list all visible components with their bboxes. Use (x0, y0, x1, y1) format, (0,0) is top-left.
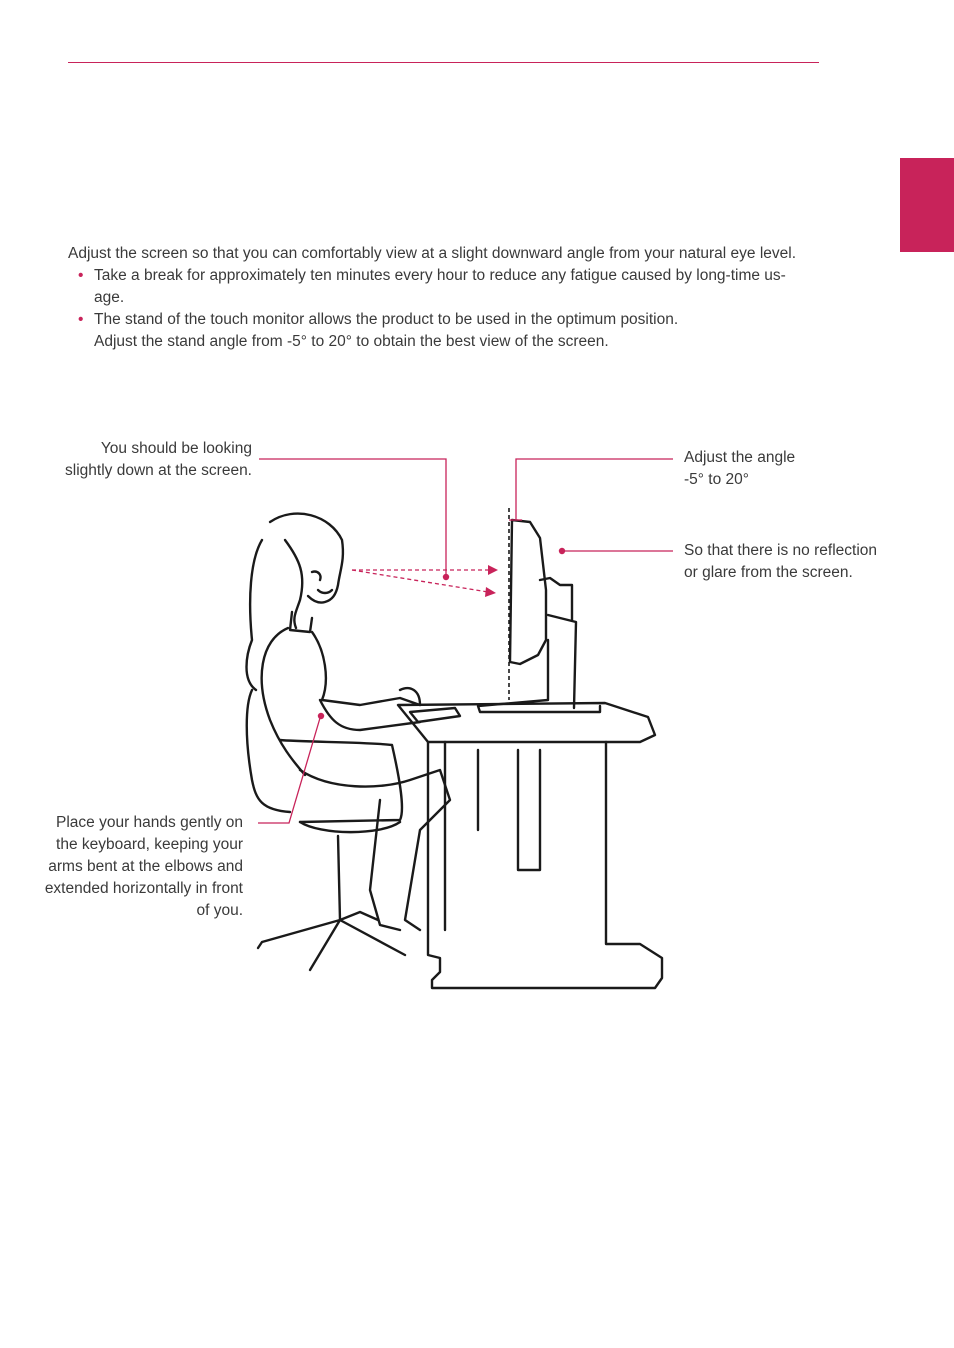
callout-line: extended horizontally in front (44, 880, 243, 897)
callout-dot-icon (559, 548, 565, 554)
chair-seat (300, 822, 400, 832)
callout-dot-icon (318, 713, 324, 719)
looking-leader (259, 459, 446, 575)
eye (312, 572, 321, 580)
callout-looking (65, 438, 252, 482)
callout-dot-icon (443, 574, 449, 580)
callout-line: slightly down at the screen. (65, 462, 252, 479)
callout-line: of you. (196, 902, 243, 919)
torso-back (262, 628, 305, 775)
callout-line: or glare from the screen. (684, 564, 853, 581)
callout-line: Adjust the angle (684, 449, 796, 466)
bullet-icon: • (78, 311, 84, 328)
hair-back (247, 540, 263, 690)
sight-line-down (352, 570, 488, 592)
desk-panel-line (518, 750, 540, 870)
callout-line: -5° to 20° (684, 471, 749, 488)
chair-leg (340, 920, 405, 955)
hair-front (285, 540, 302, 628)
chair-arm (280, 740, 402, 822)
intro-paragraph: Adjust the screen so that you can comfortably view at a slight downward angle from your natural eye level. (68, 245, 797, 262)
bullet-icon: • (78, 267, 84, 284)
bullet-line: Adjust the stand angle from -5° to 20° to obtain the best view of the screen. (94, 333, 609, 350)
arrow-icon (485, 587, 496, 597)
callout-line: You should be looking (100, 440, 252, 457)
callout-reflection (684, 540, 877, 584)
callout-line: the keyboard, keeping your (56, 836, 243, 853)
callout-angle (684, 447, 795, 491)
keyboard (410, 708, 460, 722)
callout-hands (45, 812, 243, 922)
callout-line: arms bent at the elbows and (48, 858, 243, 875)
chair-back (247, 690, 290, 812)
monitor-screen (510, 520, 546, 664)
callout-line: Place your hands gently on (56, 814, 243, 831)
mouth (318, 590, 332, 593)
callout-line: So that there is no reflection (684, 542, 878, 559)
monitor-stand-back (548, 615, 576, 708)
chair-leg (340, 912, 378, 920)
bullet-line: Take a break for approximately ten minutes every hour to reduce any fatigue caused by long-time us- (94, 267, 786, 284)
bullet-line: The stand of the touch monitor allows the product to be used in the optimum position. (94, 311, 679, 328)
chair-leg (258, 920, 340, 948)
arrow-icon (488, 565, 498, 575)
bullet-line: age. (94, 289, 125, 306)
desk-leg (428, 742, 662, 988)
chair-post (338, 836, 340, 920)
arm (312, 632, 420, 705)
angle-leader (516, 459, 673, 520)
